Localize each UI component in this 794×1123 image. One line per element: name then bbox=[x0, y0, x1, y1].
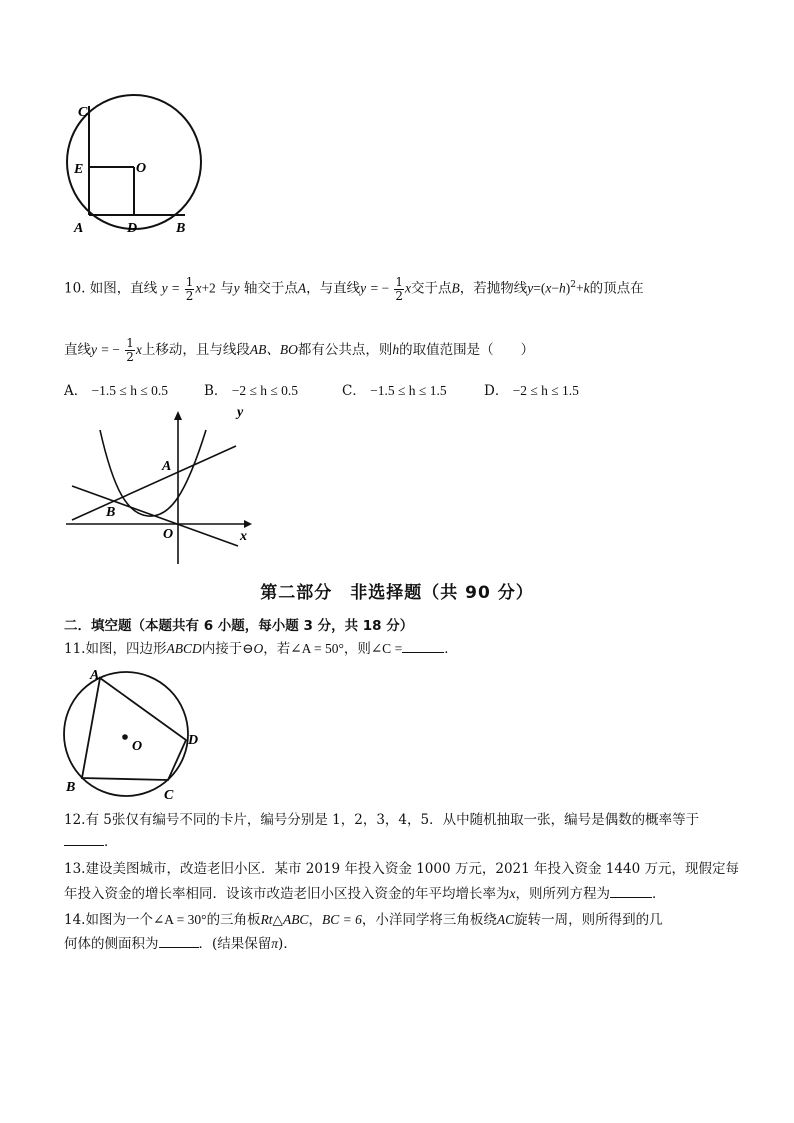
part2-title: 第二部分 非选择题（共 90 分） bbox=[260, 583, 534, 603]
q11-label-c: C bbox=[164, 788, 174, 803]
q11-center-dot bbox=[122, 734, 128, 740]
q10-segments: AB、BO bbox=[249, 342, 298, 357]
q11-label-b: B bbox=[66, 780, 76, 795]
q9-label-e: E bbox=[74, 162, 84, 177]
q9-label-a: A bbox=[74, 221, 84, 236]
q11-label-o: O bbox=[132, 739, 143, 754]
q9-label-b: B bbox=[176, 221, 186, 236]
q10-label-a: A bbox=[162, 459, 172, 474]
q10-option-b[interactable]: B． −2 ≤ h ≤ 0.5 bbox=[204, 383, 299, 399]
q9-label-c: C bbox=[78, 105, 88, 120]
q10-line-through-a bbox=[72, 446, 236, 520]
q11-label-a: A bbox=[90, 668, 100, 683]
q10-line1: 10. 如图，直线 y = $\frac{1}{2}$ x+2 与y 轴交于点A，与直线y = − $\frac{1}{2}$ x交于点B，若抛物线$y=(x-h)^2+k$的顶点在 bbox=[64, 274, 644, 303]
q10-label-o: O bbox=[163, 527, 174, 542]
q12-line1: 12.有 5张仅有编号不同的卡片，编号分别是 1，2，3，4，5．从中随机抽取一张，编号是偶数的概率等于 bbox=[64, 812, 700, 828]
q10-label-x: x bbox=[240, 529, 247, 544]
q10-label-y: y bbox=[237, 405, 244, 420]
q12-line2: ． bbox=[64, 832, 118, 852]
q10-x-arrow bbox=[244, 520, 252, 528]
q11-line: 11.如图，四边形ABCD内接于⊖O，若∠A = 50°，则∠C = ． bbox=[64, 641, 458, 657]
q13-line2: 年投入资金的增长率相同．设该市改造老旧小区投入资金的年平均增长率为x，则所列方程为 ． bbox=[64, 886, 666, 902]
q9-figure bbox=[62, 94, 202, 240]
q10-fraction-half: $\frac{1}{2}$ bbox=[185, 274, 194, 303]
q10-parabola bbox=[100, 430, 206, 516]
q10-option-a[interactable]: A． −1.5 ≤ h ≤ 0.5 bbox=[64, 383, 168, 399]
q12-answer-blank[interactable] bbox=[64, 833, 104, 846]
q10-number: 10. bbox=[64, 280, 86, 297]
q10-text-p1: 如图，直线 bbox=[89, 280, 158, 297]
q11-figure bbox=[60, 664, 210, 806]
q14-line2: 何体的侧面积为 ．(结果保留π)． bbox=[64, 936, 297, 952]
q13-line1: 13.建设美图城市，改造老旧小区．某市 2019 年投入资金 1000 万元，2021 年投入资金 1440 万元，现假定每 bbox=[64, 861, 739, 877]
q10-figure bbox=[62, 402, 254, 570]
q13-answer-blank[interactable] bbox=[610, 885, 652, 898]
q10-y-arrow bbox=[174, 411, 182, 420]
q10-label-b: B bbox=[106, 505, 116, 520]
q14-answer-blank[interactable] bbox=[159, 935, 199, 948]
q10-option-c[interactable]: C． −1.5 ≤ h ≤ 1.5 bbox=[342, 383, 447, 399]
q11-label-d: D bbox=[188, 733, 199, 748]
q10-option-d[interactable]: D． −2 ≤ h ≤ 1.5 bbox=[484, 383, 579, 399]
q9-label-o: O bbox=[136, 161, 147, 176]
q11-quadrilateral bbox=[82, 678, 186, 780]
q10-line2: 直线y = − $\frac{1}{2}$ x上移动，且与线段AB、BO都有公共点，则h的取值范围是（ ） bbox=[64, 336, 535, 364]
part2-subsection: 二．填空题（本题共有 6 小题，每小题 3 分，共 18 分） bbox=[64, 618, 414, 634]
q10-var-y: y bbox=[161, 280, 168, 296]
q14-line1: 14.如图为一个∠A = 30°的三角板Rt△ABC，BC = 6，小洋同学将三角板绕AC旋转一周，则所得到的几 bbox=[64, 912, 663, 928]
q9-label-d: D bbox=[127, 221, 138, 236]
q11-answer-blank[interactable] bbox=[402, 640, 444, 653]
